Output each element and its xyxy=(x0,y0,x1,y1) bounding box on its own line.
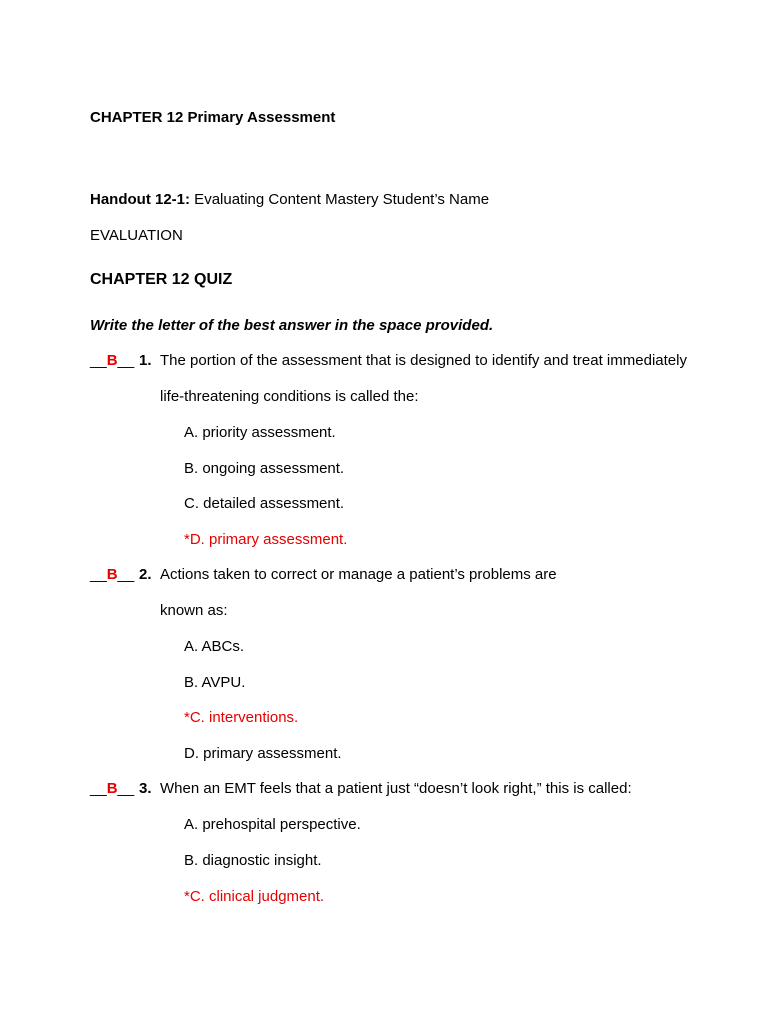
q1-option-b: B. ongoing assessment. xyxy=(184,460,345,477)
q2-option-d: D. primary assessment. xyxy=(184,745,342,762)
q1-option-a: A. priority assessment. xyxy=(184,424,336,441)
q2-option-b: B. AVPU. xyxy=(184,674,246,691)
q2-option-a: A. ABCs. xyxy=(184,638,245,655)
q1-option-d-correct: *D. primary assessment. xyxy=(184,531,348,548)
question-text-1-line1: The portion of the assessment that is designed to identify and treat immediately xyxy=(160,352,687,369)
question-number-2: 2. xyxy=(139,566,152,583)
answer-blank-1: __B__ xyxy=(90,352,135,369)
question-number-3: 3. xyxy=(139,780,152,797)
question-text-1-line2: life-threatening conditions is called the: xyxy=(160,388,419,405)
question-text-2-line1: Actions taken to correct or manage a patient’s problems are xyxy=(160,566,557,583)
question-number-1: 1. xyxy=(139,352,152,369)
q1-option-c: C. detailed assessment. xyxy=(184,495,345,512)
evaluation-label: EVALUATION xyxy=(90,227,183,244)
question-text-2-line2: known as: xyxy=(160,602,228,619)
quiz-title: CHAPTER 12 QUIZ xyxy=(90,271,233,288)
answer-letter-2: B xyxy=(106,566,118,583)
answer-blank-3: __B__ xyxy=(90,780,135,797)
chapter-title: CHAPTER 12 Primary Assessment xyxy=(90,109,336,126)
handout-line xyxy=(90,191,489,209)
answer-blank-2: __B__ xyxy=(90,566,135,583)
answer-letter-3: B xyxy=(106,780,118,797)
q2-option-c-correct: *C. interventions. xyxy=(184,709,299,726)
question-text-3-line1: When an EMT feels that a patient just “doesn’t look right,” this is called: xyxy=(160,780,632,797)
q3-option-c-correct: *C. clinical judgment. xyxy=(184,888,325,905)
q3-option-a: A. prehospital perspective. xyxy=(184,816,361,833)
handout-text: Evaluating Content Mastery Student’s Name xyxy=(190,191,490,208)
handout-label: Handout 12-1: xyxy=(90,191,191,208)
answer-letter-1: B xyxy=(106,352,118,369)
q3-option-b: B. diagnostic insight. xyxy=(184,852,322,869)
instructions: Write the letter of the best answer in the space provided. xyxy=(90,317,494,334)
